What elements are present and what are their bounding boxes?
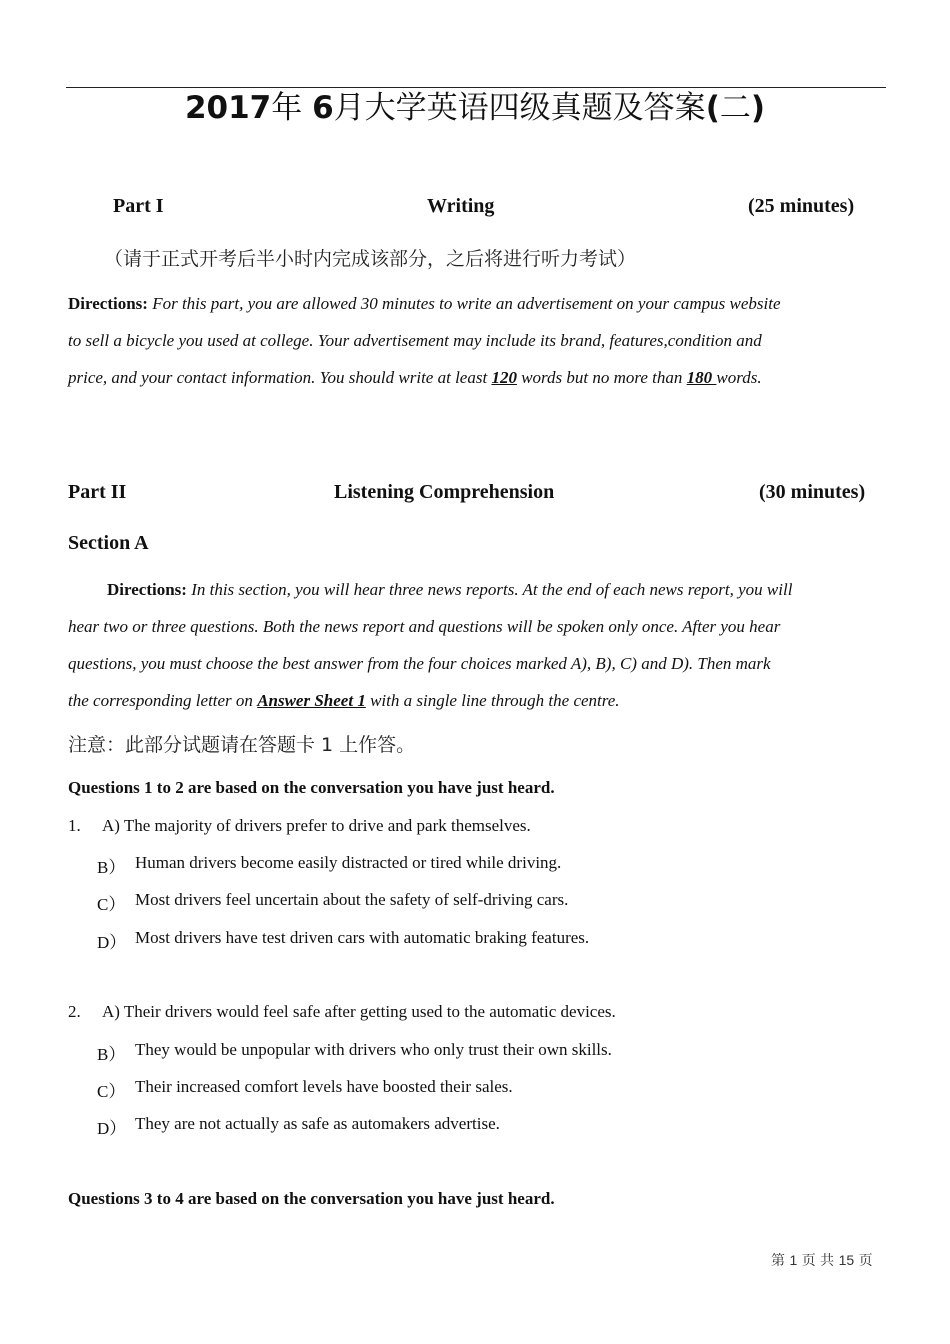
option-text: They are not actually as safe as automakers advertise. <box>135 1114 500 1133</box>
option-a: A) Their drivers would feel safe after getting used to the automatic devices. <box>102 1002 616 1021</box>
part2-directions-line4: the corresponding letter on Answer Sheet 1 with a single line through the centre. <box>68 691 620 710</box>
section-title: Section A <box>68 532 149 554</box>
group-heading: Questions 1 to 2 are based on the conversation you have just heard. <box>68 778 555 797</box>
min-words: 120 <box>491 368 517 387</box>
option-text: Human drivers become easily distracted or tired while driving. <box>135 853 562 872</box>
option-letter: D） <box>97 933 127 952</box>
part1-directions-line3: price, and your contact information. You should write at least 120 words but no more than 180 words. <box>68 368 762 387</box>
option-text: Most drivers have test driven cars with automatic braking features. <box>135 928 590 947</box>
question-number: 2. <box>68 1002 81 1021</box>
max-words: 180 <box>686 368 717 387</box>
part2-directions-line1: Directions: In this section, you will hear three news reports. At the end of each news report, you will <box>107 580 793 599</box>
directions-label: Directions: <box>68 294 148 313</box>
answer-sheet-ref: Answer Sheet 1 <box>257 691 366 710</box>
option-letter: C） <box>97 1082 126 1101</box>
part2-directions-line2: hear two or three questions. Both the news report and questions will be spoken only once. After you hear <box>68 617 781 636</box>
page-number: 1 <box>789 1252 798 1268</box>
part2-label: Part II <box>68 481 127 503</box>
option-a: A) The majority of drivers prefer to drive and park themselves. <box>102 816 531 835</box>
part2-note: 注意：此部分试题请在答题卡 1 上作答。 <box>68 734 416 756</box>
part1-label: Part I <box>113 195 164 217</box>
question-number: 1. <box>68 816 81 835</box>
part1-time: (25 minutes) <box>748 195 855 217</box>
part1-directions-line1: Directions: For this part, you are allowed 30 minutes to write an advertisement on your campus website <box>68 294 781 313</box>
part2-time: (30 minutes) <box>759 481 866 503</box>
option-letter: C） <box>97 895 126 914</box>
option-letter: B） <box>97 1045 126 1064</box>
directions-label: Directions: <box>107 580 187 599</box>
part1-note: （请于正式开考后半小时内完成该部分，之后将进行听力考试） <box>104 248 637 270</box>
option-text: Most drivers feel uncertain about the safety of self-driving cars. <box>135 890 569 909</box>
page-total: 15 <box>838 1252 855 1268</box>
part1-directions-line2: to sell a bicycle you used at college. Your advertisement may include its brand, features,condition and <box>68 331 762 350</box>
page-footer: 第 1 页 共 15 页 <box>771 1252 873 1269</box>
page-title: 2017年 6月大学英语四级真题及答案(二) <box>184 90 766 126</box>
option-text: Their increased comfort levels have boosted their sales. <box>135 1077 513 1096</box>
part1-name: Writing <box>427 195 495 217</box>
option-letter: D） <box>97 1119 127 1138</box>
option-text: They would be unpopular with drivers who only trust their own skills. <box>135 1040 612 1059</box>
group-heading: Questions 3 to 4 are based on the conversation you have just heard. <box>68 1189 555 1208</box>
part2-name: Listening Comprehension <box>334 481 555 503</box>
part2-directions-line3: questions, you must choose the best answer from the four choices marked A), B), C) and D). Then mark <box>68 654 771 673</box>
option-letter: B） <box>97 858 126 877</box>
